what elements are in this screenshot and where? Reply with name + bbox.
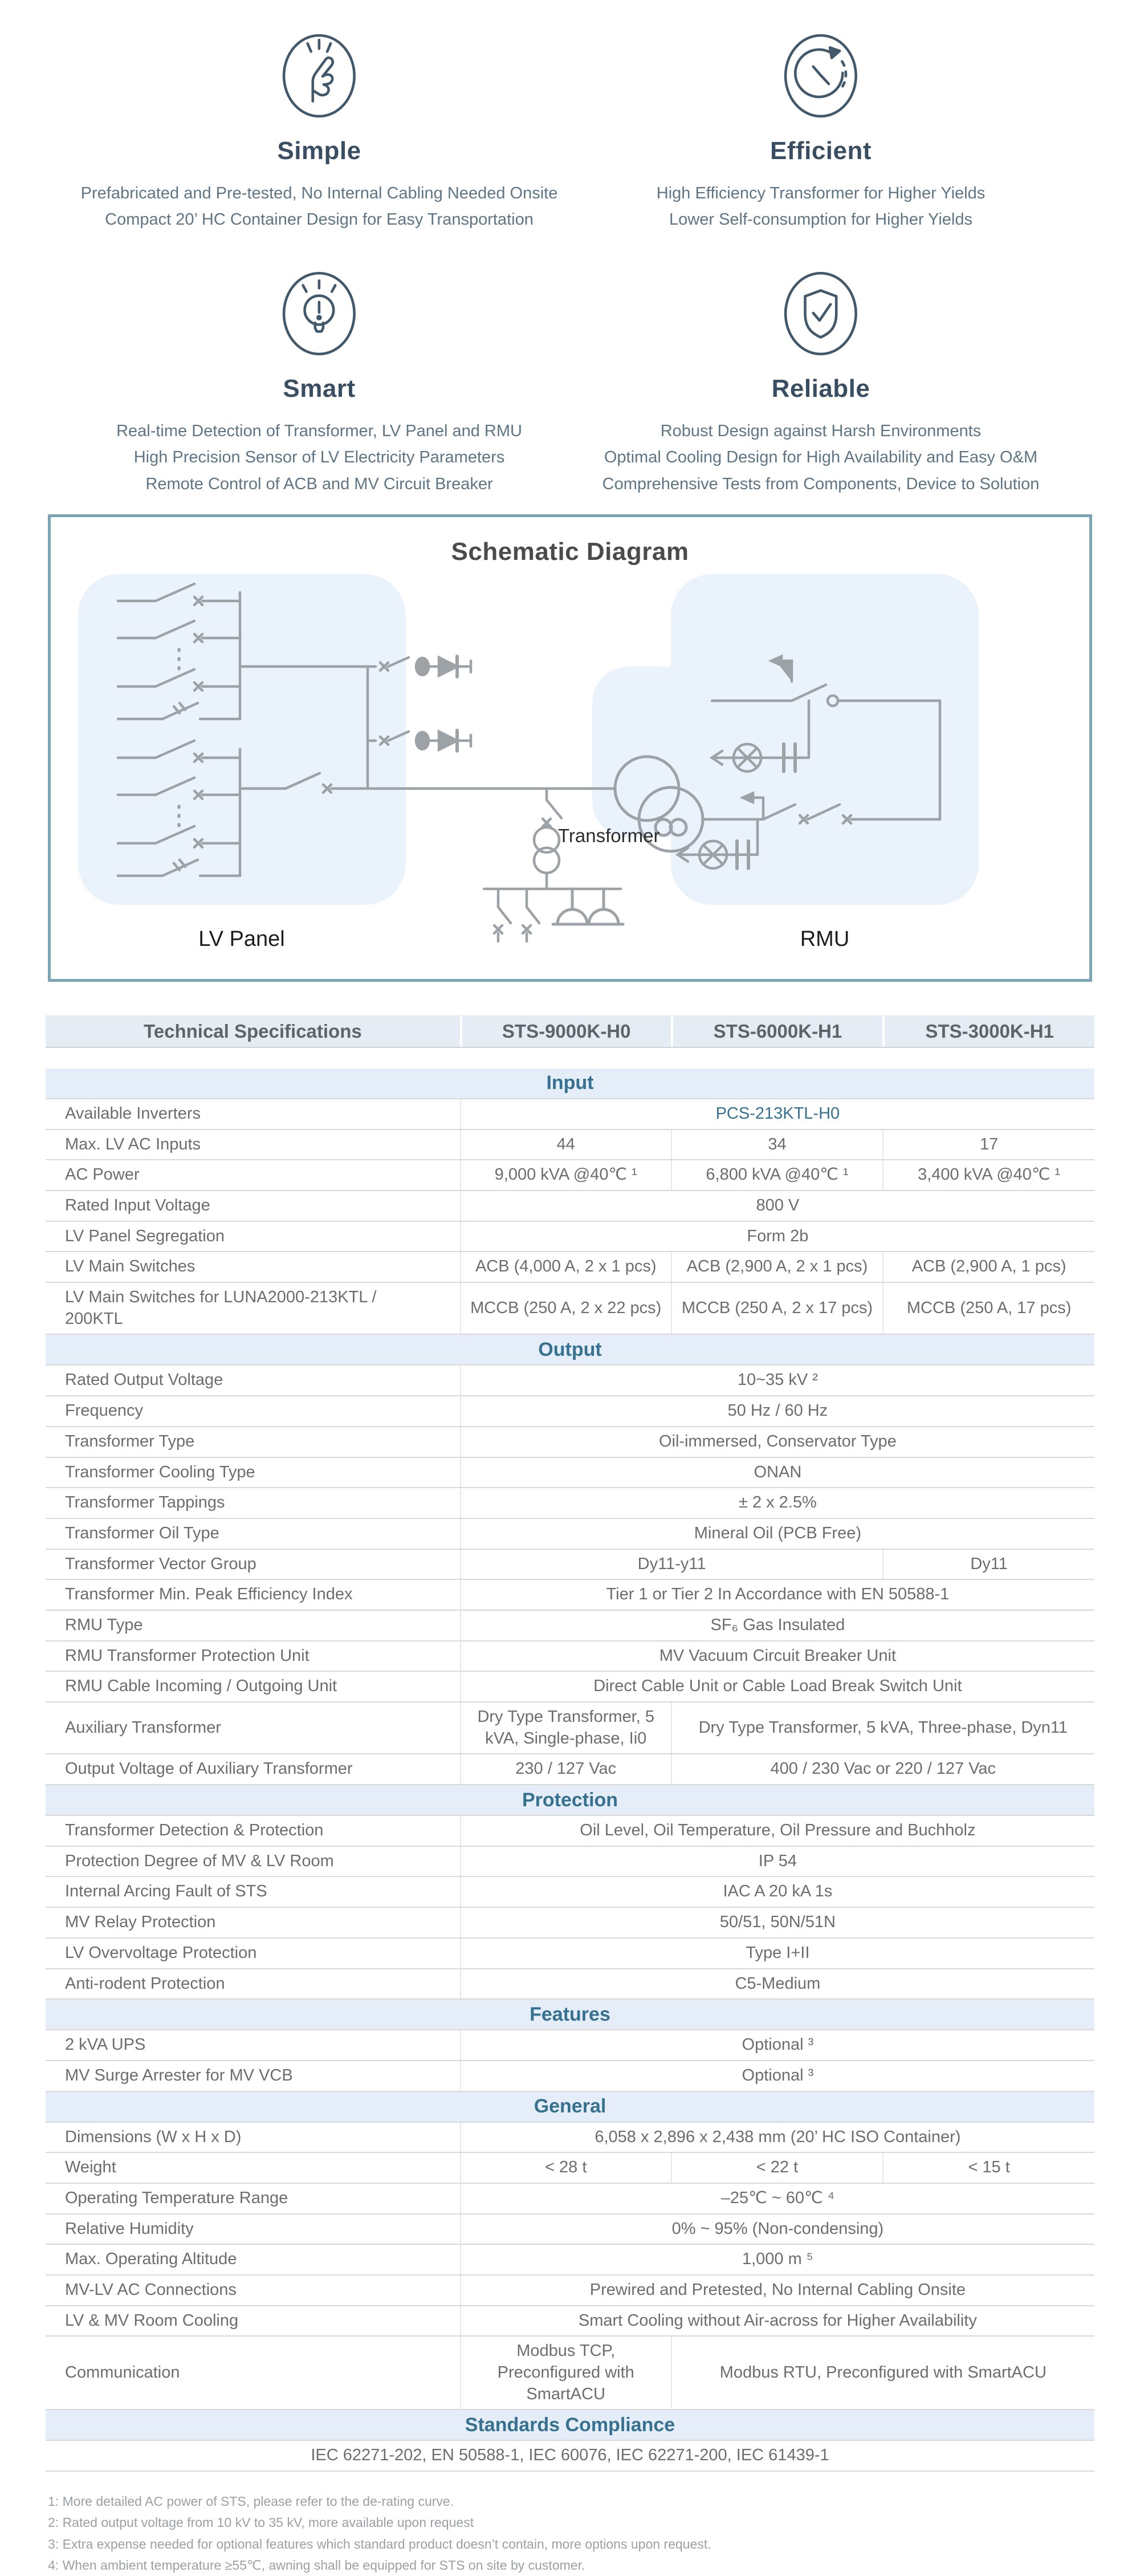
spec-row [46,1816,1094,1847]
spec-row [46,1427,1094,1458]
spec-value: Type I+II [460,1939,1094,1968]
spec-value: 3,400 kVA @40℃ ¹ [882,1160,1094,1190]
spec-row [46,1550,1094,1580]
snap-icon [68,30,570,122]
spec-row [46,1754,1094,1785]
spec-label: Transformer Tappings [65,1493,225,1512]
spec-value: MCCB (250 A, 17 pcs) [882,1283,1094,1334]
spec-row [46,1877,1094,1908]
spec-row [46,1519,1094,1550]
spec-value: Dry Type Transformer, 5 kVA, Three-phase, Dyn11 [671,1703,1094,1753]
spec-value: MCCB (250 A, 2 x 22 pcs) [460,1283,671,1334]
spec-row [46,2123,1094,2154]
spec-label: Transformer Detection & Protection [65,1821,324,1840]
spec-value: ± 2 x 2.5% [460,1488,1094,1518]
footnote-line: 3: Extra expense needed for optional features which standard product doesn’t contain, more options upon request. [48,2536,711,2551]
spec-value: 34 [671,1130,883,1160]
spec-row [46,2215,1094,2245]
feature-description-line: Remote Control of ACB and MV Circuit Breaker [145,474,493,493]
spec-value: Dy11 [882,1550,1094,1579]
spec-row [46,1642,1094,1672]
spec-row [46,1580,1094,1611]
spec-row [46,1366,1094,1396]
spec-label: Available Inverters [65,1104,201,1123]
spec-label: Communication [65,2363,180,2382]
spec-value: Modbus RTU, Preconfigured with SmartACU [671,2337,1094,2409]
spec-label: Dimensions (W x H x D) [65,2127,242,2146]
lv-panel-blob [78,574,406,905]
spec-value: 0% ~ 95% (Non-condensing) [460,2215,1094,2244]
spec-label: Protection Degree of MV & LV Room [65,1851,334,1870]
spec-label: MV Relay Protection [65,1913,216,1932]
schematic-title: Schematic Diagram [451,537,689,566]
spec-label: RMU Transformer Protection Unit [65,1646,310,1665]
spec-row [46,2276,1094,2306]
spec-value: Mineral Oil (PCB Free) [460,1519,1094,1549]
footnote-line: 2: Rated output voltage from 10 kV to 35 kV, more available upon request [48,2515,474,2530]
spec-label: Output Voltage of Auxiliary Transformer [65,1760,353,1778]
spec-label: Internal Arcing Fault of STS [65,1882,267,1901]
feature-description [570,180,1072,233]
feature-description-line: High Efficiency Transformer for Higher Yields [656,184,986,202]
spec-row [46,1283,1094,1335]
spec-label: MV Surge Arrester for MV VCB [65,2066,293,2085]
spec-value: PCS-213KTL-H0 [460,1099,1094,1129]
spec-value: –25℃ ~ 60℃ ⁴ [460,2184,1094,2213]
spec-value: Optional ³ [460,2061,1094,2091]
spec-row [46,2306,1094,2337]
spec-row [46,1222,1094,1253]
spec-row [46,1908,1094,1939]
section-header-features: Features [46,2000,1094,2030]
spec-label: AC Power [65,1165,140,1184]
spec-row [46,1130,1094,1161]
spec-value: ACB (2,900 A, 2 x 1 pcs) [671,1252,883,1282]
footnote-line: 4: When ambient temperature ≥55℃, awning shall be equipped for STS on site by customer. [48,2557,585,2573]
spec-row [46,1099,1094,1130]
feature-description [570,418,1072,497]
spec-value: < 28 t [460,2153,671,2183]
spec-row [46,1458,1094,1489]
spec-value: < 15 t [882,2153,1094,2183]
rmu-label: RMU [800,927,850,951]
table-header-row [46,1015,1094,1048]
spec-value: 44 [460,1130,671,1160]
spec-row [46,2061,1094,2092]
feature-title: Simple [277,137,361,165]
feature-description [68,180,570,233]
spec-value: Prewired and Pretested, No Internal Cabling Onsite [460,2276,1094,2305]
spec-label: Transformer Vector Group [65,1554,256,1573]
spec-value: Oil-immersed, Conservator Type [460,1427,1094,1457]
schematic-panel [48,514,1092,982]
spec-value-full: IEC 62271-202, EN 50588-1, IEC 60076, IEC 62271-200, IEC 61439-1 [311,2446,829,2465]
feature-description-line: Robust Design against Harsh Environments [660,421,982,440]
spec-label: Auxiliary Transformer [65,1718,221,1737]
spec-label: Anti-rodent Protection [65,1974,225,1993]
section-header-output: Output [46,1335,1094,1366]
spec-label: Transformer Cooling Type [65,1462,255,1481]
spec-row [46,1252,1094,1283]
lv-panel-label: LV Panel [198,927,285,951]
spec-value: Dry Type Transformer, 5 kVA, Single-phase, Ii0 [460,1703,671,1753]
spec-value: 6,800 kVA @40℃ ¹ [671,1160,883,1190]
spec-value: 6,058 x 2,896 x 2,438 mm (20’ HC ISO Container) [460,2123,1094,2152]
spec-row [46,2337,1094,2410]
feature-description-line: Compact 20’ HC Container Design for Easy Transportation [105,210,534,229]
spec-value: 400 / 230 Vac or 220 / 127 Vac [671,1754,1094,1784]
spec-row [46,2441,1094,2472]
feature-title: Smart [283,374,356,403]
feature-card-reliable [570,253,1072,497]
spec-value: IAC A 20 kA 1s [460,1877,1094,1907]
spec-row [46,1488,1094,1519]
spec-row [46,2184,1094,2215]
spec-value: ACB (2,900 A, 1 pcs) [882,1252,1094,1282]
spec-label: LV & MV Room Cooling [65,2311,239,2330]
spec-value: Direct Cable Unit or Cable Load Break Switch Unit [460,1672,1094,1701]
spec-label: LV Panel Segregation [65,1226,225,1245]
feature-title: Efficient [769,137,872,165]
table-header-title: Technical Specifications [46,1016,460,1047]
spec-value: ONAN [460,1458,1094,1488]
bulb-icon [68,267,570,360]
spec-value: C5-Medium [460,1969,1094,1999]
feature-description-line: Lower Self-consumption for Higher Yields [669,210,972,229]
section-header-standards-compliance: Standards Compliance [46,2410,1094,2441]
footnote-line: 1: More detailed AC power of STS, please refer to the de-rating curve. [48,2494,454,2509]
technical-specifications-table [46,1015,1094,2472]
feature-description-line: Optimal Cooling Design for High Availability and Easy O&M [604,448,1038,467]
spec-label: Weight [65,2158,116,2177]
table-header-model-2: STS-6000K-H1 [671,1016,883,1047]
spec-label: RMU Cable Incoming / Outgoing Unit [65,1677,337,1696]
spec-row [46,2030,1094,2061]
spec-label: LV Overvoltage Protection [65,1943,257,1962]
feature-description-line: High Precision Sensor of LV Electricity Parameters [133,448,505,467]
spec-value: 50/51, 50N/51N [460,1908,1094,1937]
section-header-protection: Protection [46,1785,1094,1816]
transformer-label: Transformer [558,824,660,846]
spec-value: ACB (4,000 A, 2 x 1 pcs) [460,1252,671,1282]
spec-label: Max. Operating Altitude [65,2250,237,2269]
spec-label: LV Main Switches [65,1257,196,1276]
spec-label: Max. LV AC Inputs [65,1135,201,1153]
table-body [46,1068,1094,2472]
spec-value: Tier 1 or Tier 2 In Accordance with EN 50588-1 [460,1580,1094,1610]
spec-row [46,1611,1094,1642]
section-header-input: Input [46,1068,1094,1099]
spec-value: SF₆ Gas Insulated [460,1611,1094,1640]
spec-row [46,1703,1094,1754]
spec-label: Frequency [65,1401,144,1420]
spec-value: Dy11-y11 [460,1550,883,1579]
spec-label: LV Main Switches for LUNA2000-213KTL / 200KTL [65,1288,377,1328]
spec-value: Form 2b [460,1222,1094,1252]
spec-row [46,1969,1094,2000]
table-header-model-1: STS-9000K-H0 [460,1016,671,1047]
spec-label: Transformer Min. Peak Efficiency Index [65,1585,353,1604]
spec-value: Modbus TCP, Preconfigured with SmartACU [460,2337,671,2409]
feature-description-line: Comprehensive Tests from Components, Device to Solution [602,474,1040,493]
section-header-general: General [46,2092,1094,2123]
spec-value: < 22 t [671,2153,883,2183]
spec-row [46,1672,1094,1703]
feature-description-line: Prefabricated and Pre-tested, No Internal Cabling Needed Onsite [80,184,558,202]
feature-description [68,418,570,497]
feature-description-line: Real-time Detection of Transformer, LV Panel and RMU [116,421,522,440]
spec-label: Transformer Oil Type [65,1523,219,1542]
spec-row [46,1847,1094,1878]
spec-value: MCCB (250 A, 2 x 17 pcs) [671,1283,883,1334]
spec-label: MV-LV AC Connections [65,2281,237,2299]
spec-value: Oil Level, Oil Temperature, Oil Pressure and Buchholz [460,1816,1094,1846]
spec-label: RMU Type [65,1615,143,1634]
shield-icon [570,267,1072,360]
spec-value: 230 / 127 Vac [460,1754,671,1784]
spec-value: 800 V [460,1191,1094,1221]
spec-value: IP 54 [460,1847,1094,1876]
clock-icon [570,30,1072,122]
spec-row [46,1939,1094,1969]
spec-label: Relative Humidity [65,2219,194,2238]
table-header-model-3: STS-3000K-H1 [882,1016,1094,1047]
spec-row [46,1160,1094,1191]
spec-label: 2 kVA UPS [65,2035,146,2054]
spec-value: 10~35 kV ² [460,1366,1094,1395]
spec-label: Transformer Type [65,1432,195,1450]
spec-value: 17 [882,1130,1094,1160]
spec-row [46,2153,1094,2184]
spec-value: Smart Cooling without Air-across for Higher Availability [460,2306,1094,2336]
feature-card-efficient [570,15,1072,233]
feature-card-simple [68,15,570,233]
spec-row [46,1396,1094,1427]
spec-value: 1,000 m ⁵ [460,2245,1094,2274]
feature-title: Reliable [771,374,870,403]
footnotes [48,2491,1092,2576]
spec-value: MV Vacuum Circuit Breaker Unit [460,1642,1094,1671]
spec-label: Rated Input Voltage [65,1196,210,1215]
spec-row [46,2245,1094,2276]
spec-value: 9,000 kVA @40℃ ¹ [460,1160,671,1190]
feature-card-smart [68,253,570,497]
spec-value: 50 Hz / 60 Hz [460,1396,1094,1426]
schematic-diagram [51,570,1089,969]
spec-value: Optional ³ [460,2030,1094,2060]
spec-label: Operating Temperature Range [65,2188,288,2207]
spec-row [46,1191,1094,1222]
feature-highlights [0,0,1140,497]
spec-label: Rated Output Voltage [65,1371,223,1389]
